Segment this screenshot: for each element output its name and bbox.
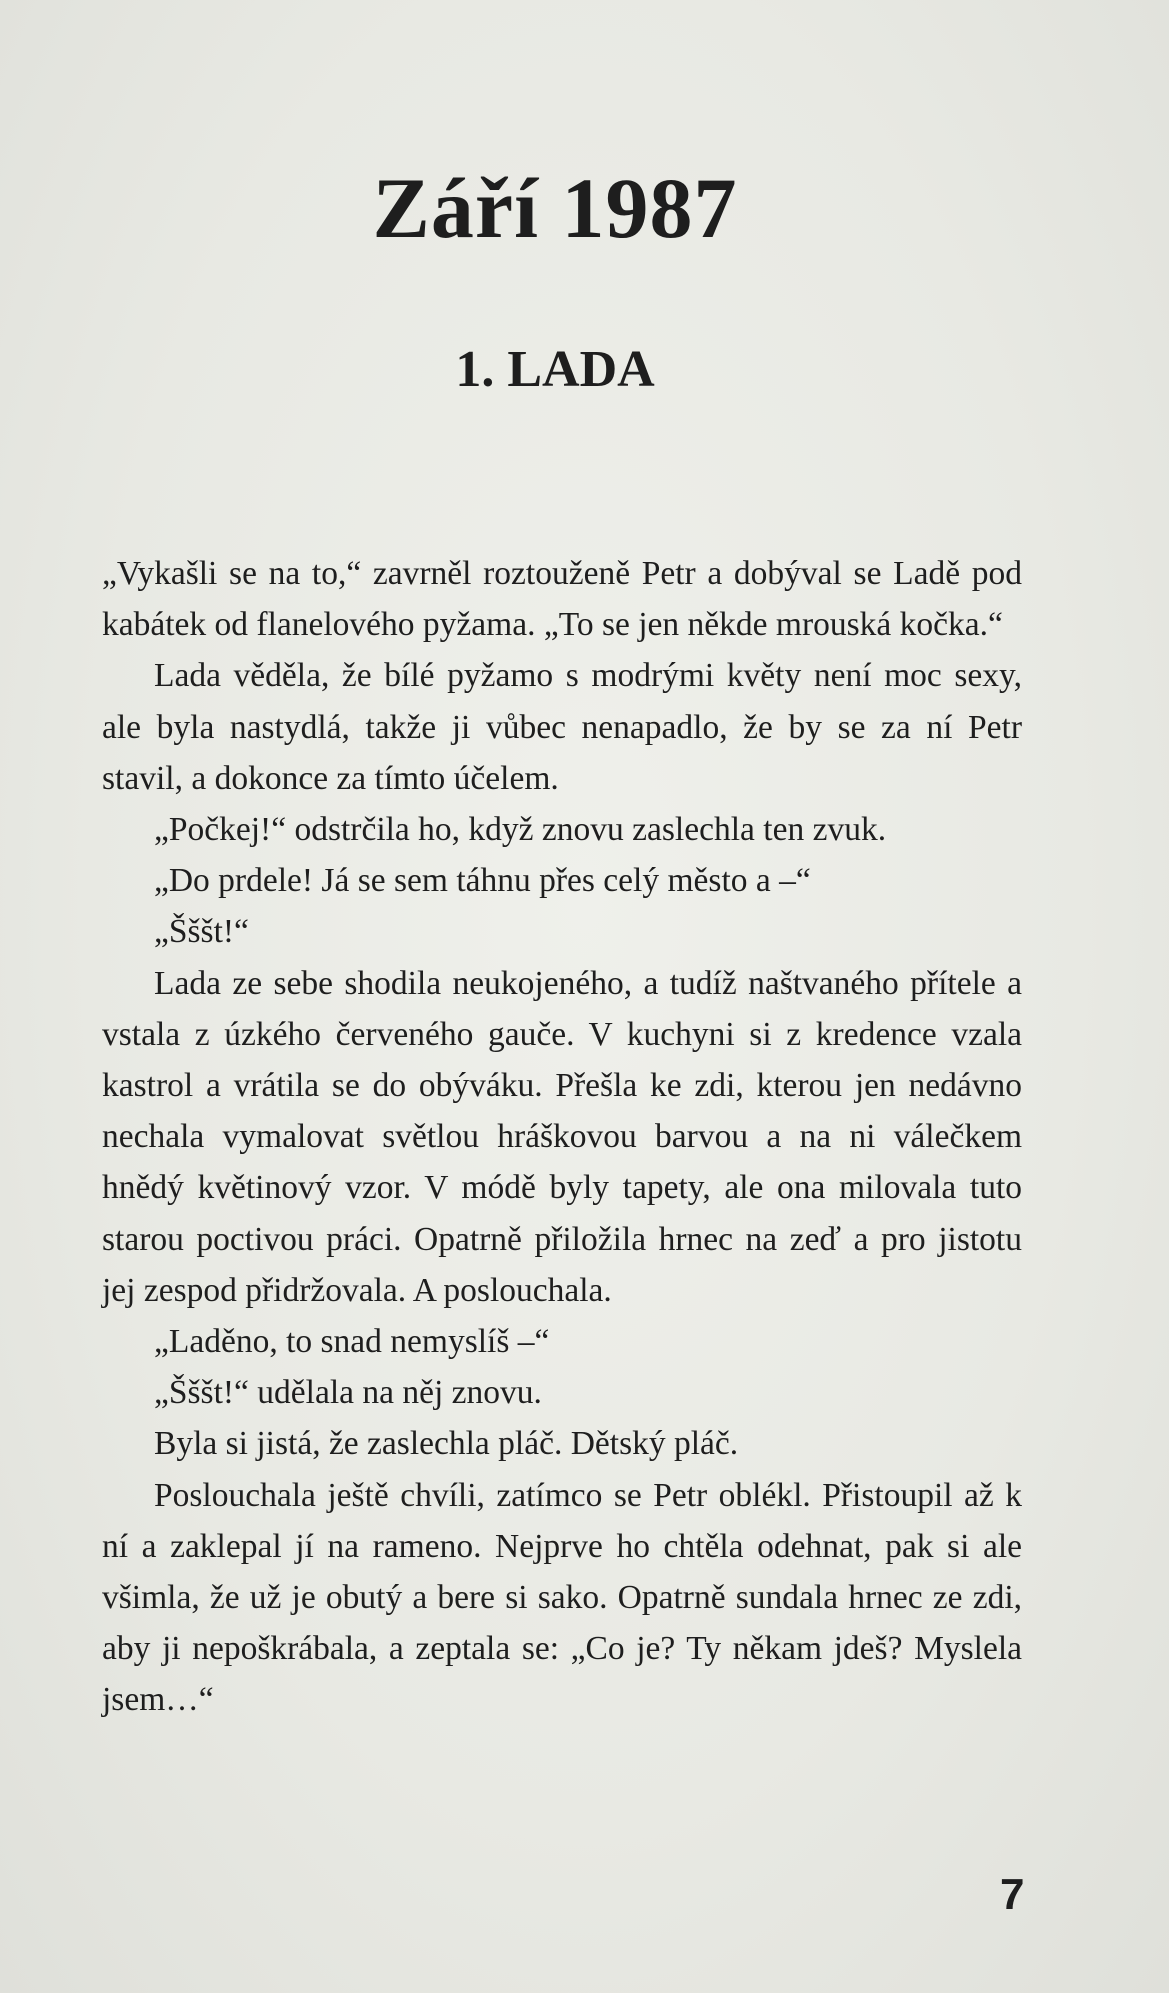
paragraph: „Šššt!“ udělala na něj znovu. bbox=[154, 1374, 542, 1412]
paragraph: „Vykašli se na to,“ zavrněl roztouženě Petr a dobýval se Ladě pod kabátek od flanelového pyžama. „To se jen někde mrouská kočka.“ bbox=[102, 555, 1022, 644]
paragraph: „Do prdele! Já se sem táhnu přes celý město a –“ bbox=[154, 862, 811, 900]
paragraph: „Šššt!“ bbox=[154, 913, 249, 951]
paragraph: Poslouchala ještě chvíli, zatímco se Petr oblékl. Přistoupil až k ní a zaklepal jí na rameno. Nejprve ho chtěla odehnat, pak si ale všimla, že už je obutý a bere si sako. Opatrně sundala hrnec ze zdi, aby ji nepoškrábala, a zeptala se: „Co je? Ty někam jdeš? Myslela jsem…“ bbox=[102, 1476, 1022, 1719]
page-number: 7 bbox=[1000, 1870, 1025, 1919]
body-text bbox=[102, 548, 1022, 1726]
paragraph: „Počkej!“ odstrčila ho, když znovu zaslechla ten zvuk. bbox=[154, 811, 887, 849]
chapter-title: Září 1987 bbox=[372, 160, 738, 256]
section-title: 1. LADA bbox=[455, 341, 655, 398]
paragraph: Byla si jistá, že zaslechla pláč. Dětský pláč. bbox=[154, 1425, 739, 1463]
paragraph: Lada věděla, že bílé pyžamo s modrými květy není moc sexy, ale byla nastydlá, takže ji vůbec nenapadlo, že by se za ní Petr stavil, a dokonce za tímto účelem. bbox=[102, 657, 1022, 797]
paragraph: Lada ze sebe shodila neukojeného, a tudíž naštvaného přítele a vstala z úzkého červeného gauče. V kuchyni si z kredence vzala kastrol a vrátila se do obýváku. Přešla ke zdi, kterou jen nedávno nechala vymalovat světlou hráškovou barvou a na ni válečkem hnědý květinový vzor. V módě byly tapety, ale ona milovala tuto starou poctivou práci. Opatrně přiložila hrnec na zeď a pro jistotu jej zespod přidržovala. A poslouchala. bbox=[102, 964, 1022, 1309]
paragraph: „Laděno, to snad nemyslíš –“ bbox=[154, 1323, 550, 1361]
